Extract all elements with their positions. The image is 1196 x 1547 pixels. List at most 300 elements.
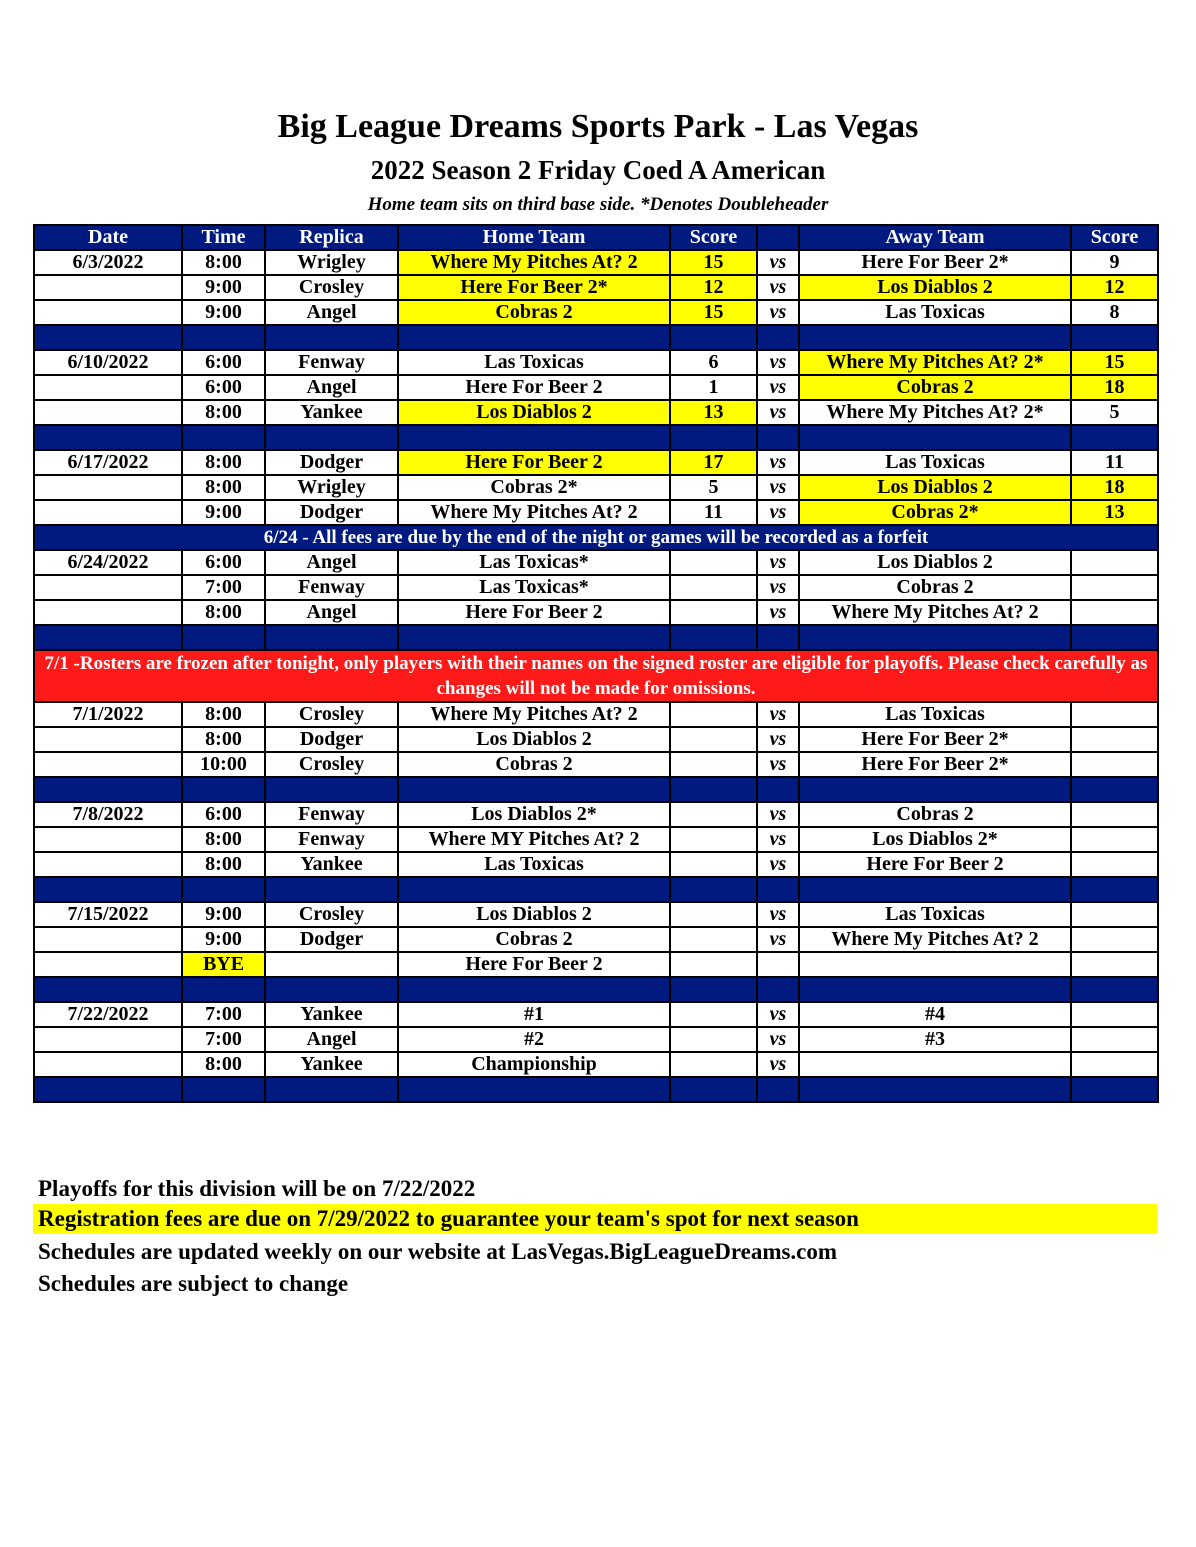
separator-cell [757, 325, 799, 350]
separator-cell [34, 977, 182, 1002]
away-team: Los Diablos 2 [799, 550, 1071, 575]
game-date [34, 852, 182, 877]
home-score [670, 852, 757, 877]
separator-cell [34, 1077, 182, 1102]
game-field: Angel [265, 550, 398, 575]
header-date: Date [34, 225, 182, 250]
game-time: 8:00 [182, 475, 265, 500]
separator-cell [799, 425, 1071, 450]
game-time: 8:00 [182, 600, 265, 625]
game-date [34, 575, 182, 600]
home-team: Las Toxicas [398, 852, 670, 877]
game-time: 9:00 [182, 902, 265, 927]
away-team: #3 [799, 1027, 1071, 1052]
table-row [34, 927, 1158, 952]
table-row [34, 852, 1158, 877]
game-time: 6:00 [182, 350, 265, 375]
game-date [34, 300, 182, 325]
game-field: Dodger [265, 450, 398, 475]
away-score [1071, 600, 1158, 625]
home-score [670, 1002, 757, 1027]
vs-label: vs [757, 600, 799, 625]
home-team: Cobras 2 [398, 927, 670, 952]
separator-cell [1071, 425, 1158, 450]
home-score: 15 [670, 250, 757, 275]
notice-fees: 6/24 - All fees are due by the end of the night or games will be recorded as a forfeit [34, 525, 1158, 550]
home-team: Championship [398, 1052, 670, 1077]
away-team: Where My Pitches At? 2* [799, 350, 1071, 375]
separator-cell [265, 325, 398, 350]
vs-label: vs [757, 250, 799, 275]
week-separator-row [34, 625, 1158, 650]
game-field: Crosley [265, 752, 398, 777]
home-team: Los Diablos 2 [398, 902, 670, 927]
game-time: 6:00 [182, 375, 265, 400]
notice-rosters: 7/1 -Rosters are frozen after tonight, only players with their names on the signed roster are eligible for playoffs. Please check carefully as changes will not be made for omissions. [34, 650, 1158, 702]
game-time: BYE [182, 952, 265, 977]
footer-playoffs: Playoffs for this division will be on 7/22/2022 [38, 1176, 476, 1201]
separator-cell [398, 325, 670, 350]
separator-cell [34, 625, 182, 650]
header-replica: Replica [265, 225, 398, 250]
separator-cell [182, 977, 265, 1002]
game-field: Fenway [265, 350, 398, 375]
home-team: #1 [398, 1002, 670, 1027]
home-team: Las Toxicas [398, 350, 670, 375]
separator-cell [265, 1077, 398, 1102]
schedule-table [33, 224, 1159, 1103]
table-row [34, 727, 1158, 752]
game-date [34, 400, 182, 425]
vs-label: vs [757, 727, 799, 752]
home-team: #2 [398, 1027, 670, 1052]
separator-cell [757, 1077, 799, 1102]
game-time: 9:00 [182, 500, 265, 525]
away-score: 11 [1071, 450, 1158, 475]
page-subtitle: 2022 Season 2 Friday Coed A American [370, 155, 826, 185]
game-date [34, 827, 182, 852]
separator-cell [799, 877, 1071, 902]
away-team: Las Toxicas [799, 300, 1071, 325]
game-time: 8:00 [182, 450, 265, 475]
separator-cell [670, 1077, 757, 1102]
separator-cell [34, 325, 182, 350]
home-score [670, 550, 757, 575]
game-field: Angel [265, 300, 398, 325]
week-separator-row [34, 877, 1158, 902]
away-team: Here For Beer 2* [799, 727, 1071, 752]
week-separator-row [34, 325, 1158, 350]
game-date [34, 1027, 182, 1052]
home-team: Las Toxicas* [398, 575, 670, 600]
separator-cell [670, 777, 757, 802]
game-date [34, 475, 182, 500]
away-team: Los Diablos 2* [799, 827, 1071, 852]
game-time: 7:00 [182, 575, 265, 600]
away-team: Los Diablos 2 [799, 475, 1071, 500]
away-score [1071, 852, 1158, 877]
home-team: Where My Pitches At? 2 [398, 702, 670, 727]
vs-label: vs [757, 350, 799, 375]
away-score: 9 [1071, 250, 1158, 275]
game-field [265, 952, 398, 977]
game-time: 9:00 [182, 927, 265, 952]
away-score [1071, 927, 1158, 952]
separator-cell [398, 877, 670, 902]
away-team [799, 1052, 1071, 1077]
table-row [34, 475, 1158, 500]
home-team: Cobras 2 [398, 300, 670, 325]
away-score [1071, 802, 1158, 827]
away-team: Here For Beer 2 [799, 852, 1071, 877]
separator-cell [265, 425, 398, 450]
week-separator-row [34, 1077, 1158, 1102]
home-team: Here For Beer 2 [398, 600, 670, 625]
away-score [1071, 727, 1158, 752]
separator-cell [799, 625, 1071, 650]
separator-cell [182, 777, 265, 802]
table-row [34, 575, 1158, 600]
table-row [34, 350, 1158, 375]
table-row [34, 400, 1158, 425]
separator-cell [1071, 777, 1158, 802]
separator-cell [799, 325, 1071, 350]
table-row [34, 1027, 1158, 1052]
game-field: Fenway [265, 575, 398, 600]
table-row [34, 275, 1158, 300]
separator-cell [1071, 977, 1158, 1002]
away-team: Cobras 2* [799, 500, 1071, 525]
home-score [670, 802, 757, 827]
separator-cell [34, 777, 182, 802]
separator-cell [670, 877, 757, 902]
away-score [1071, 1002, 1158, 1027]
away-team: Where My Pitches At? 2* [799, 400, 1071, 425]
game-date [34, 375, 182, 400]
separator-cell [182, 325, 265, 350]
away-score: 8 [1071, 300, 1158, 325]
separator-cell [34, 425, 182, 450]
game-field: Wrigley [265, 250, 398, 275]
vs-label: vs [757, 902, 799, 927]
game-field: Angel [265, 1027, 398, 1052]
game-field: Yankee [265, 852, 398, 877]
separator-cell [1071, 877, 1158, 902]
away-team: Los Diablos 2 [799, 275, 1071, 300]
away-team: Here For Beer 2* [799, 250, 1071, 275]
home-score [670, 1027, 757, 1052]
vs-label: vs [757, 1002, 799, 1027]
separator-cell [398, 977, 670, 1002]
game-date [34, 275, 182, 300]
away-score [1071, 952, 1158, 977]
away-score [1071, 827, 1158, 852]
game-time: 7:00 [182, 1002, 265, 1027]
game-time: 6:00 [182, 802, 265, 827]
separator-cell [1071, 1077, 1158, 1102]
away-team: Where My Pitches At? 2 [799, 600, 1071, 625]
home-team: Here For Beer 2* [398, 275, 670, 300]
away-score: 12 [1071, 275, 1158, 300]
home-score [670, 902, 757, 927]
game-time: 8:00 [182, 727, 265, 752]
footer-subject: Schedules are subject to change [38, 1271, 349, 1296]
vs-label: vs [757, 1027, 799, 1052]
game-field: Fenway [265, 802, 398, 827]
home-score: 5 [670, 475, 757, 500]
vs-label: vs [757, 500, 799, 525]
game-date [34, 952, 182, 977]
game-date [34, 927, 182, 952]
away-score [1071, 550, 1158, 575]
away-team: Where My Pitches At? 2 [799, 927, 1071, 952]
game-field: Crosley [265, 275, 398, 300]
separator-cell [757, 425, 799, 450]
table-row [34, 702, 1158, 727]
game-date: 7/8/2022 [34, 802, 182, 827]
away-team [799, 952, 1071, 977]
home-team: Here For Beer 2 [398, 375, 670, 400]
separator-cell [265, 877, 398, 902]
game-field: Dodger [265, 500, 398, 525]
home-team: Las Toxicas* [398, 550, 670, 575]
game-date: 7/22/2022 [34, 1002, 182, 1027]
header-away-team: Away Team [799, 225, 1071, 250]
vs-label: vs [757, 827, 799, 852]
table-row [34, 902, 1158, 927]
separator-cell [398, 625, 670, 650]
vs-label: vs [757, 450, 799, 475]
separator-cell [182, 625, 265, 650]
separator-cell [757, 877, 799, 902]
vs-label: vs [757, 852, 799, 877]
home-score [670, 927, 757, 952]
vs-label [757, 952, 799, 977]
vs-label: vs [757, 400, 799, 425]
separator-cell [757, 777, 799, 802]
game-field: Crosley [265, 902, 398, 927]
game-time: 8:00 [182, 702, 265, 727]
game-time: 10:00 [182, 752, 265, 777]
header-home-team: Home Team [398, 225, 670, 250]
game-field: Fenway [265, 827, 398, 852]
separator-cell [265, 977, 398, 1002]
game-date: 6/10/2022 [34, 350, 182, 375]
home-score [670, 600, 757, 625]
separator-cell [265, 625, 398, 650]
footer-website: Schedules are updated weekly on our website at LasVegas.BigLeagueDreams.com [38, 1239, 838, 1264]
game-field: Angel [265, 600, 398, 625]
game-field: Dodger [265, 927, 398, 952]
game-time: 7:00 [182, 1027, 265, 1052]
home-score: 13 [670, 400, 757, 425]
vs-label: vs [757, 375, 799, 400]
notice-fees-row [34, 525, 1158, 550]
separator-cell [670, 325, 757, 350]
game-time: 8:00 [182, 827, 265, 852]
home-score [670, 702, 757, 727]
game-time: 8:00 [182, 1052, 265, 1077]
game-time: 9:00 [182, 300, 265, 325]
home-score: 12 [670, 275, 757, 300]
home-team: Here For Beer 2 [398, 952, 670, 977]
vs-label: vs [757, 702, 799, 727]
page-title: Big League Dreams Sports Park - Las Vegas [277, 108, 919, 145]
game-date [34, 727, 182, 752]
away-score: 18 [1071, 475, 1158, 500]
away-team: Las Toxicas [799, 702, 1071, 727]
home-team: Where My Pitches At? 2 [398, 500, 670, 525]
game-field: Angel [265, 375, 398, 400]
home-score: 6 [670, 350, 757, 375]
home-score: 11 [670, 500, 757, 525]
table-row [34, 450, 1158, 475]
table-row [34, 752, 1158, 777]
away-score: 13 [1071, 500, 1158, 525]
away-score [1071, 575, 1158, 600]
notice-rosters-row [34, 650, 1158, 702]
game-date: 6/3/2022 [34, 250, 182, 275]
home-score [670, 1052, 757, 1077]
home-score [670, 575, 757, 600]
separator-cell [398, 425, 670, 450]
week-separator-row [34, 777, 1158, 802]
header-away-score: Score [1071, 225, 1158, 250]
table-row [34, 500, 1158, 525]
header-home-score: Score [670, 225, 757, 250]
separator-cell [670, 625, 757, 650]
table-row [34, 952, 1158, 977]
home-score [670, 952, 757, 977]
away-team: Cobras 2 [799, 802, 1071, 827]
game-time: 8:00 [182, 852, 265, 877]
separator-cell [398, 777, 670, 802]
away-score [1071, 752, 1158, 777]
vs-label: vs [757, 752, 799, 777]
separator-cell [1071, 625, 1158, 650]
home-team: Here For Beer 2 [398, 450, 670, 475]
header-time: Time [182, 225, 265, 250]
away-score [1071, 1052, 1158, 1077]
vs-label: vs [757, 275, 799, 300]
away-score [1071, 702, 1158, 727]
vs-label: vs [757, 1052, 799, 1077]
away-team: Cobras 2 [799, 575, 1071, 600]
separator-cell [799, 977, 1071, 1002]
game-date [34, 500, 182, 525]
away-score [1071, 1027, 1158, 1052]
vs-label: vs [757, 550, 799, 575]
table-row [34, 375, 1158, 400]
game-field: Wrigley [265, 475, 398, 500]
table-row [34, 550, 1158, 575]
game-field: Crosley [265, 702, 398, 727]
game-field: Yankee [265, 400, 398, 425]
game-time: 8:00 [182, 250, 265, 275]
game-field: Yankee [265, 1002, 398, 1027]
game-date: 6/17/2022 [34, 450, 182, 475]
separator-cell [265, 777, 398, 802]
week-separator-row [34, 977, 1158, 1002]
separator-cell [799, 777, 1071, 802]
separator-cell [182, 425, 265, 450]
game-field: Yankee [265, 1052, 398, 1077]
home-score [670, 827, 757, 852]
away-team: #4 [799, 1002, 1071, 1027]
away-score: 15 [1071, 350, 1158, 375]
away-score: 18 [1071, 375, 1158, 400]
vs-label: vs [757, 475, 799, 500]
vs-label: vs [757, 802, 799, 827]
table-row [34, 1002, 1158, 1027]
game-date [34, 752, 182, 777]
game-field: Dodger [265, 727, 398, 752]
separator-cell [757, 625, 799, 650]
game-date [34, 1052, 182, 1077]
away-score: 5 [1071, 400, 1158, 425]
away-team: Here For Beer 2* [799, 752, 1071, 777]
home-score [670, 727, 757, 752]
home-score: 15 [670, 300, 757, 325]
home-team: Cobras 2 [398, 752, 670, 777]
home-team: Los Diablos 2 [398, 727, 670, 752]
header-vs [757, 225, 799, 250]
away-team: Cobras 2 [799, 375, 1071, 400]
game-time: 8:00 [182, 400, 265, 425]
separator-cell [398, 1077, 670, 1102]
separator-cell [182, 877, 265, 902]
vs-label: vs [757, 927, 799, 952]
table-row [34, 827, 1158, 852]
table-header-row [34, 225, 1158, 250]
separator-cell [670, 425, 757, 450]
separator-cell [799, 1077, 1071, 1102]
away-score [1071, 902, 1158, 927]
away-team: Las Toxicas [799, 902, 1071, 927]
game-date: 7/15/2022 [34, 902, 182, 927]
away-team: Las Toxicas [799, 450, 1071, 475]
game-date [34, 600, 182, 625]
separator-cell [182, 1077, 265, 1102]
week-separator-row [34, 425, 1158, 450]
separator-cell [670, 977, 757, 1002]
table-row [34, 600, 1158, 625]
table-row [34, 1052, 1158, 1077]
table-row [34, 250, 1158, 275]
home-score: 1 [670, 375, 757, 400]
home-team: Cobras 2* [398, 475, 670, 500]
vs-label: vs [757, 300, 799, 325]
game-time: 6:00 [182, 550, 265, 575]
home-team: Where MY Pitches At? 2 [398, 827, 670, 852]
footer-registration: Registration fees are due on 7/29/2022 to guarantee your team's spot for next season [33, 1204, 1157, 1234]
home-score [670, 752, 757, 777]
home-score: 17 [670, 450, 757, 475]
game-date: 7/1/2022 [34, 702, 182, 727]
separator-cell [34, 877, 182, 902]
separator-cell [757, 977, 799, 1002]
table-row [34, 802, 1158, 827]
game-date: 6/24/2022 [34, 550, 182, 575]
home-team: Los Diablos 2* [398, 802, 670, 827]
vs-label: vs [757, 575, 799, 600]
home-team: Los Diablos 2 [398, 400, 670, 425]
home-team: Where My Pitches At? 2 [398, 250, 670, 275]
separator-cell [1071, 325, 1158, 350]
game-time: 9:00 [182, 275, 265, 300]
schedule-note: Home team sits on third base side. *Denotes Doubleheader [367, 194, 829, 215]
table-row [34, 300, 1158, 325]
